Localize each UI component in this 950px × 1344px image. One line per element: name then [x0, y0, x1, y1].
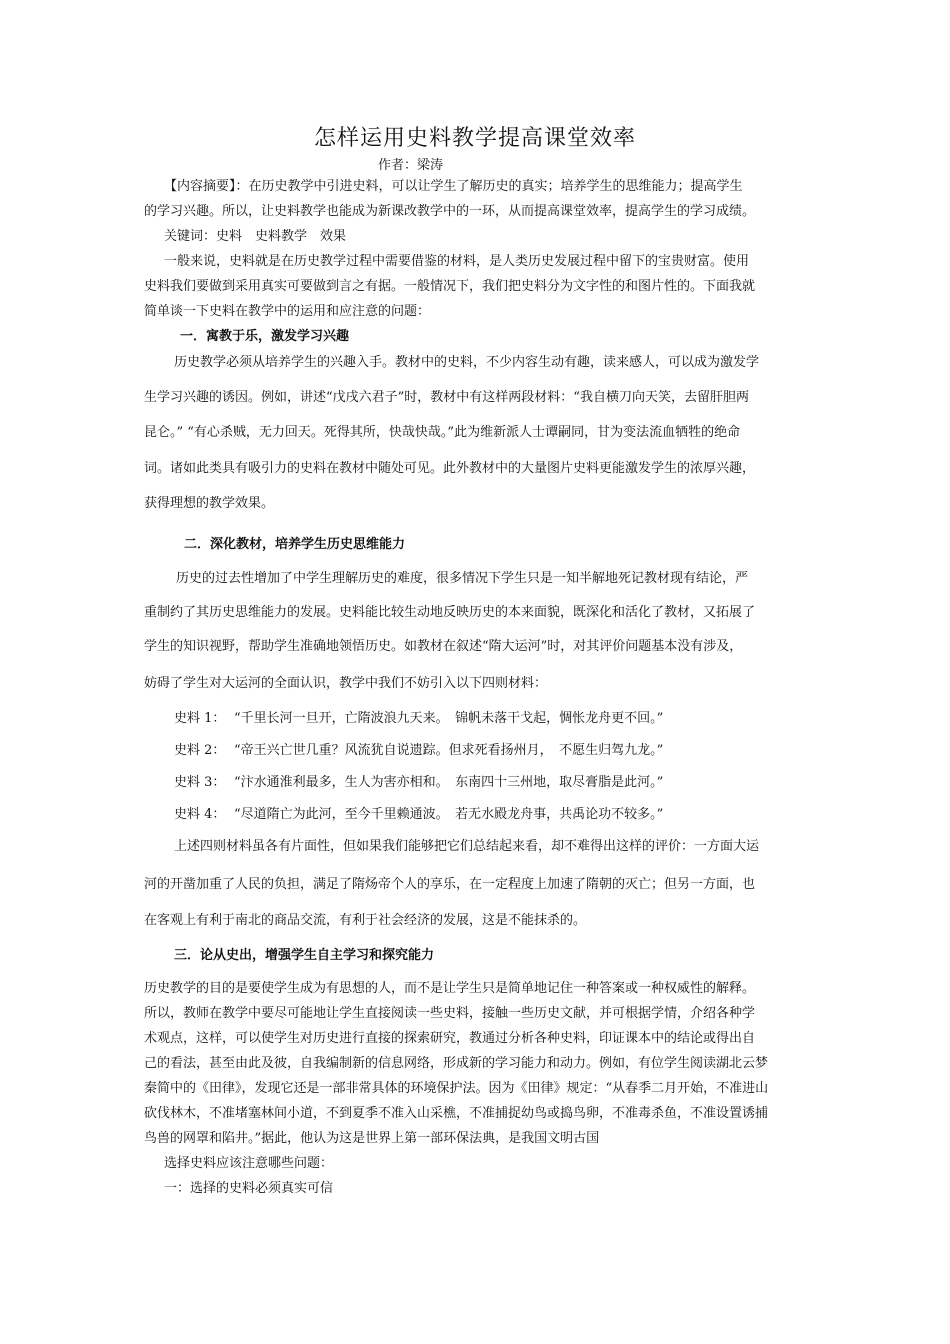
- body-line: 妨碍了学生对大运河的全面认识，教学中我们不妨引入以下四则材料：: [144, 676, 548, 691]
- body-line: 选择史料应该注意哪些问题：: [164, 1156, 334, 1171]
- body-line: 历史的过去性增加了中学生理解历史的难度，很多情况下学生只是一知半解地死记教材现有结论，严: [176, 571, 749, 586]
- source-text: “汴水通淮利最多，生人为害亦相和。 东南四十三州地，取尽膏脂是此河。”: [234, 775, 664, 790]
- body-line: 昆仑。” “有心杀贼，无力回天。死得其所，快哉快哉。”此为维新派人士谭嗣同，甘为变法流血牺牲的绝命: [144, 425, 741, 440]
- abstract-line: 【内容摘要】：在历史教学中引进史料，可以让学生了解历史的真实；培养学生的思维能力；提高学生: [164, 179, 743, 194]
- source-quote: [174, 710, 663, 728]
- intro-line: 简单谈一下史料在教学中的运用和应注意的问题：: [144, 304, 431, 319]
- body-line: 历史教学的目的是要使学生成为有思想的人，而不是让学生只是简单地记住一种答案或一种权威性的解释。: [144, 981, 756, 996]
- section-heading: 三．论从史出，增强学生自主学习和探究能力: [174, 948, 435, 963]
- body-line: 河的开凿加重了人民的负担，满足了隋炀帝个人的享乐，在一定程度上加速了隋朝的灭亡；但另一方面，也: [144, 877, 756, 892]
- body-line: 术观点，这样，可以使学生对历史进行直接的探索研究，教通过分析各种史料，印证课本中的结论或得出自: [144, 1031, 756, 1046]
- intro-line: 史料我们要做到采用真实可要做到言之有据。一般情况下，我们把史料分为文字性的和图片性的。下面我就: [144, 279, 756, 294]
- body-line: 己的看法，甚至由此及彼，自我编制新的信息网络，形成新的学习能力和动力。例如，有位学生阅读湖北云梦: [144, 1056, 769, 1071]
- document-title: 怎样运用史料教学提高课堂效率: [313, 126, 636, 151]
- body-line: 鸟兽的网罩和陷井。”据此，他认为这是世界上第一部环保法典，是我国文明古国: [144, 1131, 600, 1146]
- source-quote: [174, 806, 663, 824]
- body-line: 词。诸如此类具有吸引力的史料在教材中随处可见。此外教材中的大量图片史料更能激发学生的浓厚兴趣，: [144, 461, 756, 476]
- source-label: 史料 4：: [174, 807, 226, 822]
- keywords-line: 关键词：史料 史料教学 效果: [164, 229, 347, 244]
- source-text: “帝王兴亡世几重？风流犹自说遗踪。但求死看扬州月， 不愿生归驾九龙。”: [234, 743, 664, 758]
- body-line: 所以，教师在教学中要尽可能地让学生直接阅读一些史料，接触一些历史文献，并可根据学情，介绍各种学: [144, 1006, 756, 1021]
- source-text: “千里长河一旦开，亡隋波浪九天来。 锦帆未落干戈起，惆怅龙舟更不回。”: [234, 711, 664, 726]
- source-label: 史料 2：: [174, 743, 226, 758]
- body-line: 获得理想的教学效果。: [144, 496, 275, 511]
- body-line: 上述四则材料虽各有片面性，但如果我们能够把它们总结起来看，却不难得出这样的评价：一方面大运: [174, 839, 760, 854]
- source-text: “尽道隋亡为此河，至今千里赖通波。 若无水殿龙舟事，共禹论功不较多。”: [234, 807, 664, 822]
- abstract-line: 的学习兴趣。所以，让史料教学也能成为新课改教学中的一环，从而提高课堂效率，提高学生的学习成绩。: [144, 204, 756, 219]
- body-line: 生学习兴趣的诱因。例如，讲述“戊戌六君子”时，教材中有这样两段材料：“我自横刀向天笑，去留肝胆两: [144, 390, 749, 405]
- body-line: 学生的知识视野，帮助学生准确地领悟历史。如教材在叙述“隋大运河”时，对其评价问题基本没有涉及，: [144, 639, 743, 654]
- body-line: 砍伐林木，不准堵塞林间小道，不到夏季不准入山采樵，不准捕捉幼鸟或捣鸟卵，不准毒杀鱼，不准设置诱捕: [144, 1106, 769, 1121]
- body-line: 历史教学必须从培养学生的兴趣入手。教材中的史料，不少内容生动有趣，读来感人，可以成为激发学: [174, 355, 760, 370]
- body-line: 秦简中的《田律》，发现它还是一部非常具体的环境保护法。因为《田律》规定：“从春季二月开始，不准进山: [144, 1081, 769, 1096]
- section-heading: 一．寓教于乐，激发学习兴趣: [180, 329, 350, 344]
- body-line: 一：选择的史料必须真实可信: [164, 1181, 334, 1196]
- source-quote: [174, 774, 663, 792]
- body-line: 在客观上有利于南北的商品交流，有利于社会经济的发展，这是不能抹杀的。: [144, 913, 587, 928]
- source-label: 史料 1：: [174, 711, 226, 726]
- source-quote: [174, 742, 663, 760]
- source-label: 史料 3：: [174, 775, 226, 790]
- section-heading: 二．深化教材，培养学生历史思维能力: [184, 537, 406, 552]
- author-line: 作者：梁涛: [378, 158, 444, 173]
- body-line: 重制约了其历史思维能力的发展。史料能比较生动地反映历史的本来面貌，既深化和活化了教材，又拓展了: [144, 605, 756, 620]
- intro-line: 一般来说，史料就是在历史教学过程中需要借鉴的材料，是人类历史发展过程中留下的宝贵财富。使用: [164, 254, 750, 269]
